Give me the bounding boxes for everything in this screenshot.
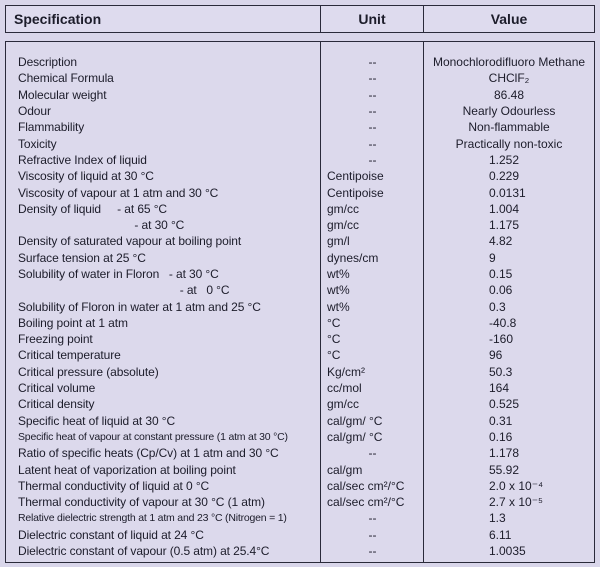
value-cell: 0.06 bbox=[489, 283, 513, 298]
unit-cell: -- bbox=[368, 136, 377, 151]
value-cell: 9 bbox=[489, 250, 496, 265]
spec-cell: Critical temperature bbox=[18, 348, 121, 363]
table-row bbox=[6, 87, 594, 103]
unit-cell: gm/cc bbox=[327, 201, 360, 216]
table-row bbox=[6, 250, 594, 266]
header-specification: Specification bbox=[6, 6, 321, 32]
value-cell: -160 bbox=[489, 332, 514, 347]
value-cell: Nearly Odourless bbox=[462, 104, 556, 119]
table-row bbox=[6, 396, 594, 412]
unit-cell: -- bbox=[368, 527, 377, 542]
spec-cell: Critical volume bbox=[18, 381, 96, 396]
unit-cell: cal/gm/ °C bbox=[327, 413, 383, 428]
table-body bbox=[5, 41, 595, 563]
table-row bbox=[6, 461, 594, 477]
value-cell: 1.252 bbox=[489, 152, 520, 167]
unit-cell: gm/cc bbox=[327, 397, 360, 412]
table-row bbox=[6, 168, 594, 184]
table-row bbox=[6, 543, 594, 559]
unit-cell: °C bbox=[327, 332, 341, 347]
spec-cell: Boiling point at 1 atm bbox=[18, 315, 128, 330]
unit-cell: -- bbox=[368, 511, 377, 526]
table-row bbox=[6, 413, 594, 429]
value-cell: 0.229 bbox=[489, 169, 520, 184]
value-cell: 6.11 bbox=[489, 527, 512, 542]
table-row bbox=[6, 70, 594, 86]
unit-cell: Centipoise bbox=[327, 185, 384, 200]
spec-cell: Viscosity of vapour at 1 atm and 30 °C bbox=[18, 185, 219, 200]
header-unit: Unit bbox=[321, 6, 424, 32]
table-row bbox=[6, 331, 594, 347]
unit-cell: -- bbox=[368, 120, 377, 135]
table-row bbox=[6, 347, 594, 363]
table-row bbox=[6, 201, 594, 217]
value-cell: 50.3 bbox=[489, 364, 513, 379]
spec-cell: Density of saturated vapour at boiling point bbox=[18, 234, 242, 249]
spec-cell: - at 0 °C bbox=[18, 283, 230, 298]
spec-cell: Dielectric constant of liquid at 24 °C bbox=[18, 527, 204, 542]
table-row bbox=[6, 135, 594, 151]
rows-container bbox=[6, 54, 594, 559]
spec-cell: Flammability bbox=[18, 120, 85, 135]
value-cell: 1.175 bbox=[489, 218, 520, 233]
value-cell: 1.3 bbox=[489, 511, 506, 526]
unit-cell: -- bbox=[368, 104, 377, 119]
unit-cell: cal/gm bbox=[327, 462, 363, 477]
table-row bbox=[6, 217, 594, 233]
spec-cell: Ratio of specific heats (Cp/Cv) at 1 atm and 30 °C bbox=[18, 446, 279, 461]
unit-cell: gm/cc bbox=[327, 218, 360, 233]
spec-cell: Density of liquid - at 65 °C bbox=[18, 201, 167, 216]
value-cell: 4.82 bbox=[489, 234, 513, 249]
table-row bbox=[6, 445, 594, 461]
value-cell: 0.15 bbox=[489, 267, 513, 281]
table-row bbox=[6, 119, 594, 135]
table-row bbox=[6, 315, 594, 331]
value-cell: 55.92 bbox=[489, 462, 520, 477]
table-row bbox=[6, 380, 594, 396]
unit-cell: Kg/cm² bbox=[327, 364, 366, 379]
unit-cell: -- bbox=[368, 71, 377, 86]
value-cell: 0.16 bbox=[489, 429, 513, 444]
spec-cell: Chemical Formula bbox=[18, 71, 114, 86]
table-row bbox=[6, 54, 594, 70]
value-cell: 0.0131 bbox=[489, 185, 526, 200]
unit-cell: cal/sec cm²/°C bbox=[327, 478, 405, 493]
unit-cell: gm/l bbox=[327, 234, 350, 249]
value-cell: CHClF₂ bbox=[488, 71, 530, 86]
value-cell: Practically non-toxic bbox=[455, 136, 563, 151]
spec-cell: Specific heat of liquid at 30 °C bbox=[18, 413, 176, 428]
spec-cell: Toxicity bbox=[18, 136, 57, 151]
spec-cell: Solubility of water in Floron - at 30 °C bbox=[18, 267, 219, 281]
value-cell: Non-flammable bbox=[468, 120, 550, 135]
value-cell: 164 bbox=[489, 381, 510, 396]
spec-cell: Specific heat of vapour at constant pressure (1 atm at 30 °C) bbox=[18, 430, 288, 443]
value-cell: 2.7 x 10⁻⁵ bbox=[489, 495, 544, 510]
table-row bbox=[6, 429, 594, 445]
spec-cell: Viscosity of liquid at 30 °C bbox=[18, 169, 154, 184]
spec-cell: Solubility of Floron in water at 1 atm and 25 °C bbox=[18, 299, 261, 314]
value-cell: 0.31 bbox=[489, 413, 513, 428]
spec-cell: Thermal conductivity of liquid at 0 °C bbox=[18, 478, 210, 493]
table-header bbox=[5, 5, 595, 33]
spec-cell: Surface tension at 25 °C bbox=[18, 250, 146, 265]
spec-cell: Odour bbox=[18, 104, 51, 119]
unit-cell: wt% bbox=[327, 283, 350, 298]
table-row bbox=[6, 364, 594, 380]
spec-cell: Dielectric constant of vapour (0.5 atm) at 25.4°C bbox=[18, 544, 270, 559]
value-cell: 1.178 bbox=[489, 446, 520, 461]
value-cell: 1.004 bbox=[489, 201, 520, 216]
unit-cell: cal/sec cm²/°C bbox=[327, 495, 405, 510]
value-cell: 0.3 bbox=[489, 299, 506, 314]
unit-cell: wt% bbox=[327, 267, 350, 281]
unit-cell: cc/mol bbox=[327, 381, 362, 396]
spec-cell: Freezing point bbox=[18, 332, 93, 347]
spec-cell: Refractive Index of liquid bbox=[18, 152, 147, 167]
spec-cell: Critical density bbox=[18, 397, 95, 412]
table-row bbox=[6, 527, 594, 543]
value-cell: 96 bbox=[489, 348, 503, 363]
value-cell: 1.0035 bbox=[489, 544, 526, 559]
unit-cell: -- bbox=[368, 87, 377, 102]
value-cell: Monochlorodifluoro Methane bbox=[432, 55, 586, 70]
table-row bbox=[6, 478, 594, 494]
unit-cell: -- bbox=[368, 544, 377, 559]
table-row bbox=[6, 266, 594, 282]
value-cell: 0.525 bbox=[489, 397, 520, 412]
table-row bbox=[6, 152, 594, 168]
table-row bbox=[6, 233, 594, 249]
unit-cell: °C bbox=[327, 315, 341, 330]
spec-cell: Relative dielectric strength at 1 atm and 23 °C (Nitrogen = 1) bbox=[18, 512, 287, 525]
spec-cell: Molecular weight bbox=[18, 87, 107, 102]
unit-cell: -- bbox=[368, 152, 377, 167]
unit-cell: °C bbox=[327, 348, 341, 363]
value-cell: 2.0 x 10⁻⁴ bbox=[489, 478, 544, 493]
spec-cell: Latent heat of vaporization at boiling point bbox=[18, 462, 236, 477]
table-row bbox=[6, 510, 594, 526]
spec-cell: Critical pressure (absolute) bbox=[18, 364, 159, 379]
spec-cell: - at 30 °C bbox=[18, 218, 185, 233]
table-row bbox=[6, 184, 594, 200]
spec-cell: Description bbox=[18, 55, 77, 70]
unit-cell: -- bbox=[368, 446, 377, 461]
value-cell: -40.8 bbox=[489, 315, 517, 330]
value-cell: 86.48 bbox=[493, 87, 525, 102]
table-row bbox=[6, 282, 594, 298]
unit-cell: Centipoise bbox=[327, 169, 384, 184]
unit-cell: wt% bbox=[327, 299, 350, 314]
table-row bbox=[6, 494, 594, 510]
table-row bbox=[6, 298, 594, 314]
unit-cell: -- bbox=[368, 55, 377, 70]
header-value: Value bbox=[490, 11, 528, 27]
unit-cell: cal/gm/ °C bbox=[327, 429, 383, 444]
spec-cell: Thermal conductivity of vapour at 30 °C (1 atm) bbox=[18, 495, 265, 510]
table-row bbox=[6, 103, 594, 119]
unit-cell: dynes/cm bbox=[327, 250, 379, 265]
